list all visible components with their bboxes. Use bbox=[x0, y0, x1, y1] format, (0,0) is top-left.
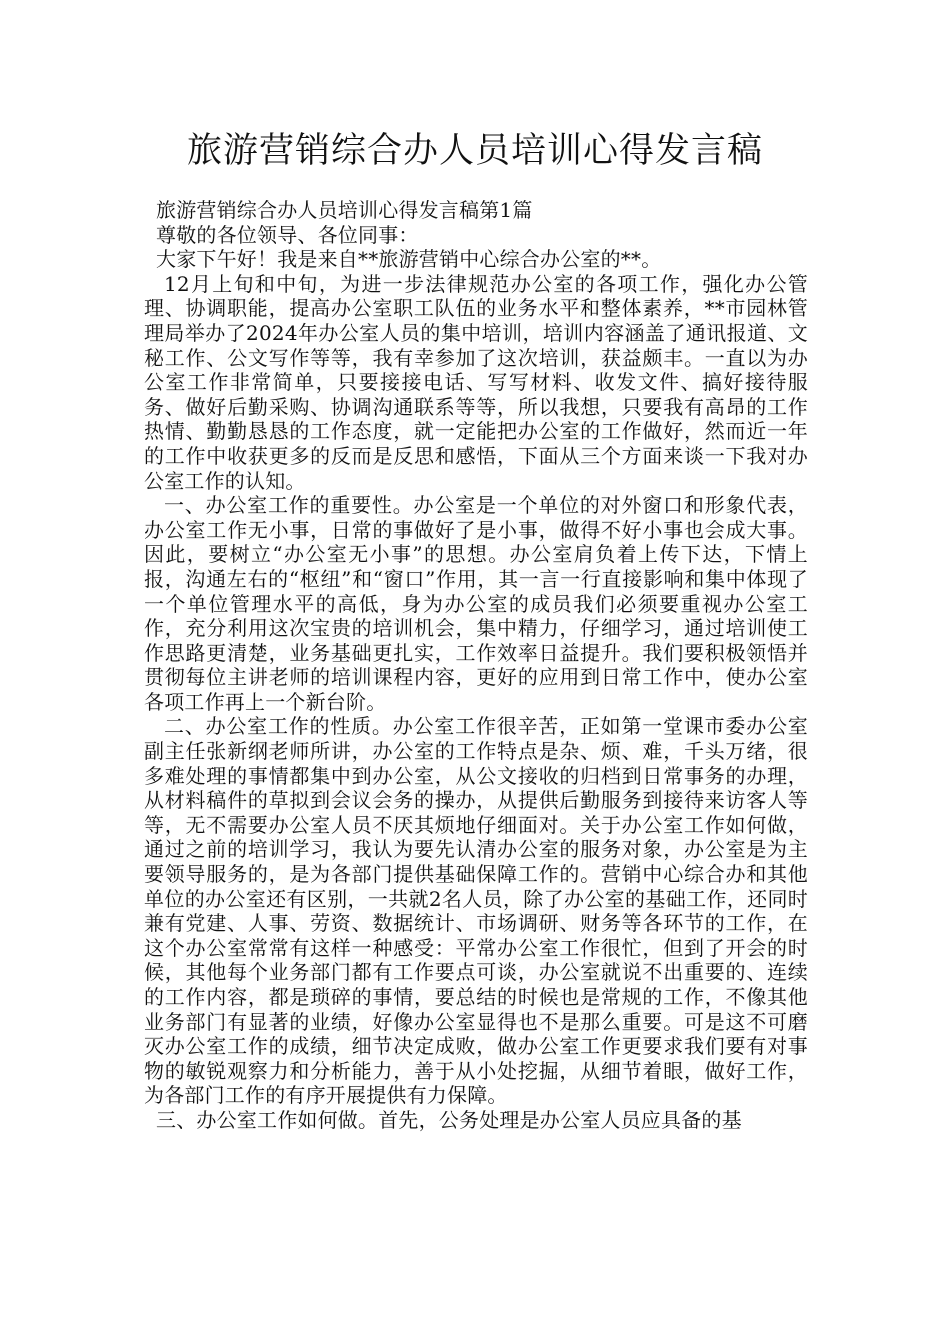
paragraph-intro: 12月上旬和中旬，为进一步法律规范办公室的各项工作，强化办公管理、协调职能，提高办公室职工队伍的业务水平和整体素养，**市园林管理局举办了2024年办公室人员的集中培训，培训内容涵盖了通讯报道、文秘工作、公文写作等等，我有幸参加了这次培训，获益颇丰。一直以为办公室工作非常简单，只要接接电话、写写材料、收发文件、搞好接待服务、做好后勤采购、协调沟通联系等等，所以我想，只要我有高昂的工作热情、勤勤恳恳的工作态度，就一定能把办公室的工作做好，然而近一年的工作中收获更多的反而是反思和感悟，下面从三个方面来谈一下我对办公室工作的认知。 bbox=[144, 271, 808, 493]
paragraph-section-2: 二、办公室工作的性质。办公室工作很辛苦，正如第一堂课市委办公室副主任张新纲老师所讲，办公室的工作特点是杂、烦、难，千头万绪，很多难处理的事情都集中到办公室，从公文接收的归档到日常事务的办理，从材料稿件的草拟到会议会务的操办，从提供后勤服务到接待来访客人等等，无不需要办公室人员不厌其烦地仔细面对。关于办公室工作如何做，通过之前的培训学习，我认为要先认清办公室的服务对象，办公室是为主要领导服务的，是为各部门提供基础保障工作的。营销中心综合办和其他单位的办公室还有区别，一共就2名人员，除了办公室的基础工作，还同时兼有党建、人事、劳资、数据统计、市场调研、财务等各环节的工作，在这个办公室常常有这样一种感受：平常办公室工作很忙，但到了开会的时候，其他每个业务部门都有工作要点可谈，办公室就说不出重要的、连续的工作内容，都是琐碎的事情，要总结的时候也是常规的工作，不像其他业务部门有显著的业绩，好像办公室显得也不是那么重要。可是这不可磨灭办公室工作的成绩，细节决定成败，做办公室工作更要求我们要有对事物的敏锐观察力和分析能力，善于从小处挖掘，从细节着眼，做好工作，为各部门工作的有序开展提供有力保障。 bbox=[144, 714, 808, 1108]
paragraph-section-1: 一、办公室工作的重要性。办公室是一个单位的对外窗口和形象代表，办公室工作无小事，日常的事做好了是小事，做得不好小事也会成大事。因此，要树立“办公室无小事”的思想。办公室肩负着上传下达，下情上报，沟通左右的“枢纽”和“窗口”作用，其一言一行直接影响和集中体现了一个单位管理水平的高低，身为办公室的成员我们必须要重视办公室工作，充分利用这次宝贵的培训机会，集中精力，仔细学习，通过培训使工作思路更清楚，业务基础更扎实，工作效率日益提升。我们要积极领悟并贯彻每位主讲老师的培训课程内容，更好的应用到日常工作中，使办公室各项工作再上一个新台阶。 bbox=[144, 493, 808, 714]
paragraph-section-3: 三、办公室工作如何做。首先，公务处理是办公室人员应具备的基 bbox=[156, 1107, 742, 1132]
paragraph-greeting: 大家下午好！我是来自**旅游营销中心综合办公室的**。 bbox=[156, 247, 662, 272]
document-body bbox=[144, 198, 808, 1133]
document-title: 旅游营销综合办人员培训心得发言稿 bbox=[186, 131, 763, 171]
paragraph-heading: 旅游营销综合办人员培训心得发言稿第1篇 bbox=[156, 198, 533, 222]
paragraph-salutation: 尊敬的各位领导、各位同事： bbox=[156, 222, 419, 247]
